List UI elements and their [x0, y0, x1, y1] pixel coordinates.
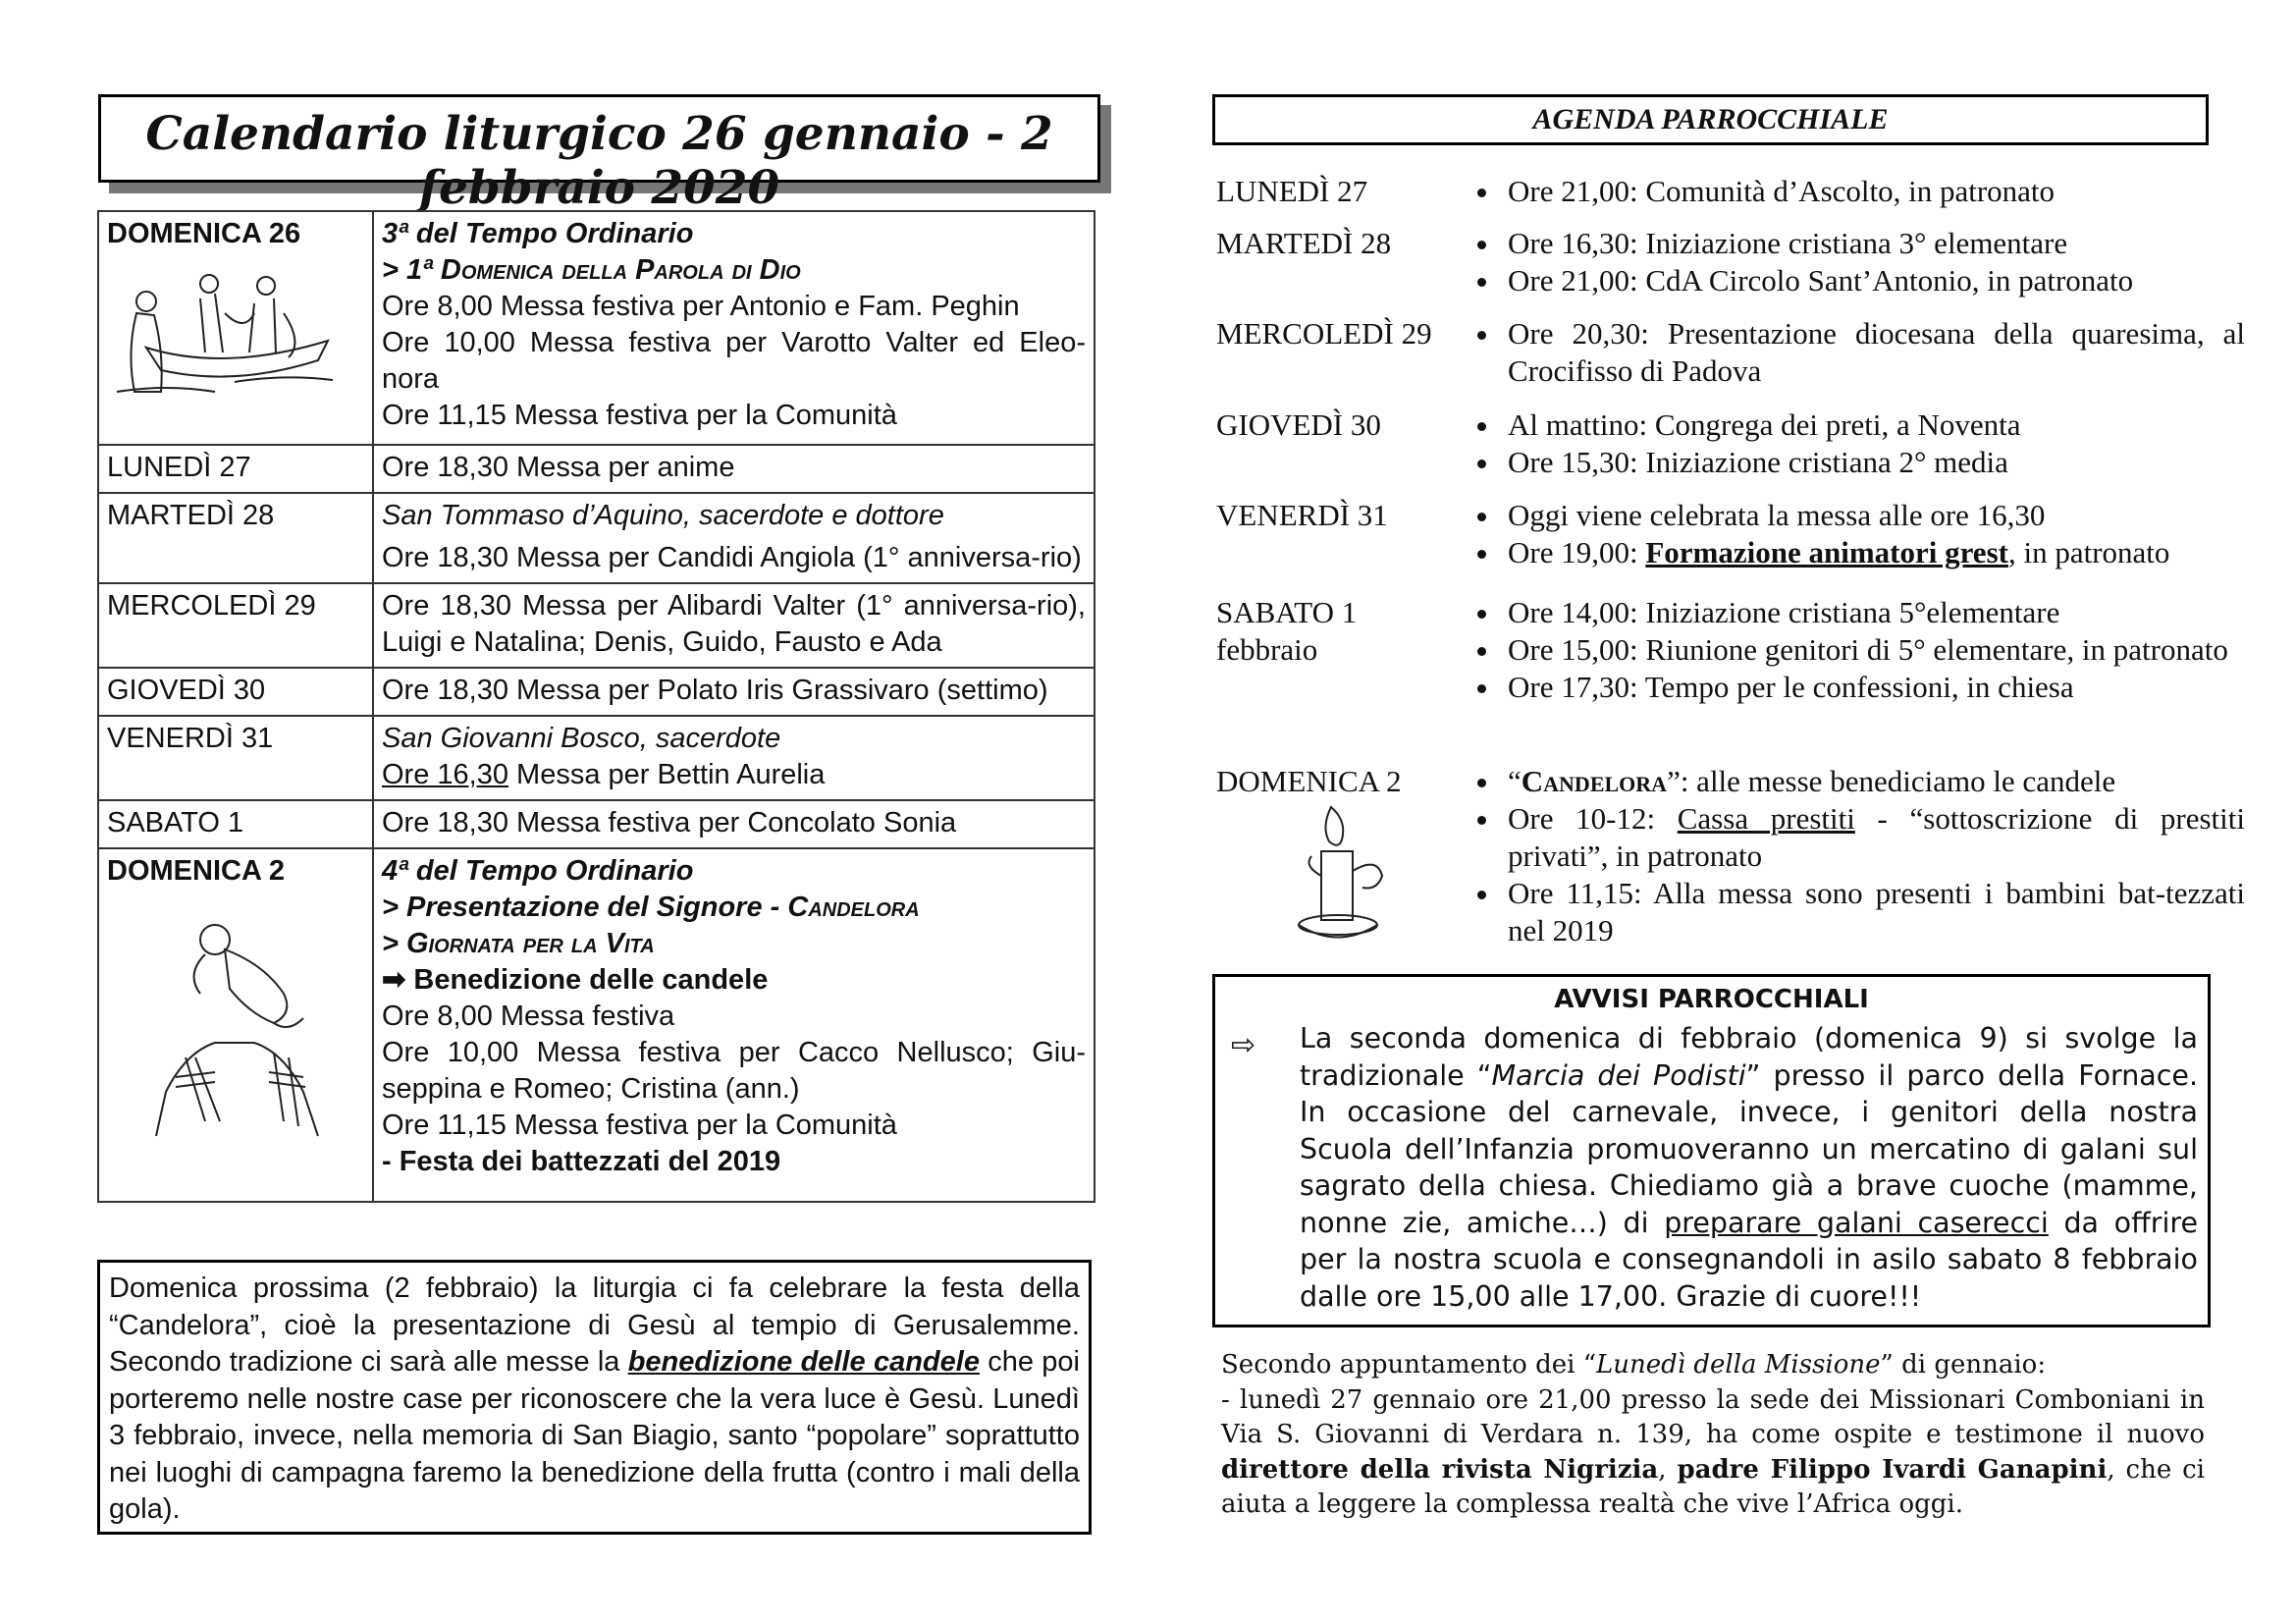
mass-line: Ore 18,30 Messa festiva per Concolato Sonia — [382, 807, 957, 839]
feast-title: 4ª del Tempo Ordinario — [382, 855, 694, 887]
mass-line: Ore 11,15 Messa festiva per la Comunità — [382, 400, 897, 431]
agenda-day-name: SABATO 1 — [1216, 595, 1358, 629]
mass-line: Ore 10,00 Messa festiva per Varotto Valter ed Eleo-nora — [382, 327, 1086, 395]
mass-line: Ore 18,30 Messa per anime — [382, 452, 735, 483]
agenda-item: • Ore 14,00: Iniziazione cristiana 5°elementare — [1502, 594, 2245, 631]
agenda-list — [1463, 406, 2245, 481]
mass-line — [382, 757, 1086, 793]
agenda-item: • Al mattino: Congrega dei preti, a Noventa — [1502, 406, 2245, 444]
notices-text-part: ” presso il parco della Fornace. In occasione del carnevale, invece, i genitori della nostra Scuola dell’Infanzia promuoveranno un mercatino di galani sul sagrato della chiesa. Chiediamo già a brave cuoche (mamme, nonne zie, amiche…) di — [1300, 1058, 2199, 1239]
note-text: che poi porteremo nelle nostre case per riconoscere che la vera luce è Gesù. Lunedì 3 febbraio, invece, nella memoria di San Biagio, santo “popolare” soprattutto nei luoghi di campagna faremo la benedizione della frutta (contro i mali della gola). — [109, 1346, 1080, 1525]
calendar-table — [97, 210, 1095, 1203]
agenda-item-text: Ore 10-12: — [1508, 801, 1678, 836]
notices-text — [1300, 1020, 2198, 1315]
feast-subtitle — [382, 252, 1086, 289]
agenda-day: MARTEDÌ 28 — [1216, 226, 1392, 260]
mass-line: Ore 18,30 Messa per Polato Iris Grassivaro (settimo) — [382, 675, 1048, 706]
table-row — [98, 716, 1095, 800]
day-cell — [98, 800, 373, 848]
agenda-list — [1463, 315, 2245, 390]
agenda-item-text: - “sottoscrizione di prestiti privati”, in patronato — [1508, 801, 2245, 873]
feast-subtitle-sc: Domenica della Parola di Dio — [440, 254, 801, 286]
agenda-item: • Ore 16,30: Iniziazione cristiana 3° elementare — [1502, 225, 2245, 262]
mission-text: - lunedì 27 gennaio ore 21,00 presso la sede dei Missionari Comboniani in Via S. Giovanni di Verdara n. 139, ha come ospite e testimone il nuovo — [1221, 1384, 2205, 1449]
agenda-day-month: febbraio — [1216, 632, 1318, 667]
agenda-item: • Oggi viene celebrata la messa alle ore 16,30 — [1502, 497, 2245, 534]
agenda-item-text: ”: alle messe benediciamo le candele — [1667, 764, 2116, 798]
calendar-title-box — [98, 94, 1100, 215]
baptism-feast-line: - Festa dei battezzati del 2019 — [382, 1146, 781, 1177]
events-cell — [373, 800, 1095, 848]
candle-icon — [1284, 797, 1402, 954]
table-row — [98, 583, 1095, 668]
events-cell — [373, 848, 1095, 1202]
agenda-item-text: Ore 19,00: — [1508, 535, 1646, 569]
notices-text-part: La seconda domenica di febbraio (domenica 9) si svolge la tradizionale “ — [1300, 1022, 2198, 1092]
agenda-list — [1463, 594, 2245, 706]
blessing-text: Benedizione delle candele — [413, 964, 769, 996]
day-cell — [98, 668, 373, 716]
note-emphasis: benedizione delle candele — [627, 1346, 980, 1378]
day-label: DOMENICA 26 — [107, 218, 301, 249]
mission-title: Lunedì della Missione — [1596, 1350, 1881, 1380]
table-row — [98, 445, 1095, 493]
feast-subtitle-sc: Giornata per la Vita — [406, 928, 655, 959]
agenda-item-text: , in patronato — [2007, 535, 2170, 569]
mass-line: Ore 8,00 Messa festiva per Antonio e Fam. Peghin — [382, 291, 1020, 322]
notices-title: AVVISI PARROCCHIALI — [1554, 985, 1869, 1014]
mission-event-text — [1221, 1348, 2205, 1523]
mass-line: Ore 18,30 Messa per Alibardi Valter (1° anniversa-rio), Luigi e Natalina; Denis, Guido, Fausto e Ada — [382, 590, 1086, 658]
day-cell — [98, 583, 373, 668]
mass-line: Ore 18,30 Messa per Candidi Angiola (1° anniversa-rio) — [382, 542, 1082, 573]
note-text: Domenica prossima (2 febbraio) la liturgia ci fa celebrare la festa della “Candelora”, cioè la presentazione di Gesù al tempio di Gerusalemme. Secondo tradizione ci sarà alle messe la — [109, 1272, 1080, 1378]
agenda-item: • Ore 21,00: Comunità d’Ascolto, in patronato — [1502, 173, 2245, 210]
mass-text: Messa per Bettin Aurelia — [507, 759, 826, 790]
agenda-item: • Ore 15,00: Riunione genitori di 5° elementare, in patronato — [1502, 631, 2245, 669]
mission-text: , — [1658, 1454, 1678, 1485]
day-label: MERCOLEDÌ 29 — [107, 590, 316, 622]
mass-line: Ore 10,00 Messa festiva per Cacco Nellusco; Giu-seppina e Romeo; Cristina (ann.) — [382, 1037, 1086, 1105]
agenda-item: • Ore 20,30: Presentazione diocesana della quaresima, al Crocifisso di Padova — [1502, 315, 2245, 390]
day-cell — [98, 445, 373, 493]
notices-text-italic: Marcia dei Podisti — [1491, 1058, 1746, 1092]
agenda-day: GIOVEDÌ 30 — [1216, 407, 1381, 442]
day-label: VENERDÌ 31 — [107, 723, 274, 754]
feast-subtitle-sc: Candelora — [787, 892, 920, 923]
day-label: MARTEDÌ 28 — [107, 500, 275, 531]
agenda-list — [1463, 763, 2245, 949]
agenda-day: LUNEDÌ 27 — [1216, 174, 1368, 208]
agenda-item-highlight: Formazione animatori grest — [1645, 535, 2008, 569]
presentation-illustration — [146, 895, 343, 1146]
mass-line: Ore 11,15 Messa festiva per la Comunità — [382, 1110, 897, 1141]
mission-text: Secondo appuntamento dei “ — [1221, 1350, 1597, 1380]
day-cell — [98, 211, 373, 445]
feast-subtitle-prefix: > 1ª — [382, 254, 441, 286]
agenda-item-text: “ — [1508, 764, 1522, 798]
table-row — [98, 668, 1095, 716]
agenda-day: VENERDÌ 31 — [1216, 498, 1388, 532]
feast-subtitle — [382, 890, 1086, 926]
notices-text-underline: preparare galani caserecci — [1664, 1206, 2049, 1239]
mission-guest-name: padre Filippo Ivardi Ganapini — [1677, 1454, 2108, 1485]
feast-subtitle-text: > Presentazione del Signore - — [382, 892, 788, 923]
events-cell — [373, 493, 1095, 583]
events-cell — [373, 716, 1095, 800]
agenda-item: • Ore 11,15: Alla messa sono presenti i bambini bat-tezzati nel 2019 — [1502, 875, 2245, 949]
saint-of-day: San Tommaso d’Aquino, sacerdote e dottore — [382, 500, 944, 531]
agenda-list — [1463, 497, 2245, 571]
mass-time: Ore 16,30 — [382, 759, 508, 790]
day-label: SABATO 1 — [107, 807, 244, 839]
candelora-note-box — [97, 1260, 1092, 1535]
mass-line: Ore 8,00 Messa festiva — [382, 1001, 675, 1032]
blessing-line — [382, 962, 1086, 999]
events-cell — [373, 211, 1095, 445]
table-row — [98, 211, 1095, 445]
agenda-day — [1216, 594, 1357, 669]
agenda-item-highlight: Candelora — [1521, 764, 1668, 798]
agenda-day: MERCOLEDÌ 29 — [1216, 316, 1432, 351]
notices-box — [1212, 974, 2211, 1327]
day-label: GIOVEDÌ 30 — [107, 675, 266, 706]
table-row — [98, 493, 1095, 583]
saint-of-day: San Giovanni Bosco, sacerdote — [382, 723, 781, 754]
mission-guest-role: direttore della rivista Nigrizia — [1221, 1454, 1659, 1485]
arrow-right-outline-icon: ⇨ — [1231, 1029, 1256, 1061]
agenda-title: AGENDA PARROCCHIALE — [1212, 94, 2209, 145]
agenda-item — [1502, 763, 2245, 800]
mission-text: ” di gennaio: — [1880, 1350, 2047, 1380]
feast-subtitle — [382, 926, 1086, 962]
agenda-list — [1463, 173, 2245, 210]
mission-intro — [1221, 1348, 2205, 1383]
notices-text-part: da offrire per la nostra scuola e consegnandoli in asilo sabato 8 febbraio dalle ore 15,00 alle 17,00. Grazie di cuore!!! — [1300, 1206, 2198, 1313]
fishermen-boat-illustration — [107, 254, 343, 402]
agenda-item — [1502, 800, 2245, 875]
day-cell — [98, 848, 373, 1202]
day-cell — [98, 493, 373, 583]
day-label: DOMENICA 2 — [107, 855, 285, 887]
agenda-list — [1463, 225, 2245, 299]
day-cell — [98, 716, 373, 800]
agenda-item: • Ore 15,30: Iniziazione cristiana 2° media — [1502, 444, 2245, 481]
agenda-item: • Ore 17,30: Tempo per le confessioni, in chiesa — [1502, 669, 2245, 706]
arrow-right-icon: ➡ — [382, 964, 406, 996]
mission-details — [1221, 1383, 2205, 1523]
table-row — [98, 800, 1095, 848]
mission-text: , che ci aiuta a leggere la complessa realtà che vive l’Africa oggi. — [1221, 1454, 2205, 1519]
agenda-item — [1502, 534, 2245, 571]
events-cell — [373, 668, 1095, 716]
agenda-item: • Ore 21,00: CdA Circolo Sant’Antonio, in patronato — [1502, 262, 2245, 299]
events-cell — [373, 583, 1095, 668]
agenda-item-highlight: Cassa prestiti — [1677, 801, 1855, 836]
calendar-title: Calendario liturgico 26 gennaio - 2 febbraio 2020 — [145, 107, 1053, 215]
events-cell — [373, 445, 1095, 493]
feast-title: 3ª del Tempo Ordinario — [382, 218, 694, 249]
feast-subtitle-prefix: > — [382, 928, 406, 959]
day-label: LUNEDÌ 27 — [107, 452, 251, 483]
table-row — [98, 848, 1095, 1202]
agenda-day: DOMENICA 2 — [1216, 764, 1402, 798]
